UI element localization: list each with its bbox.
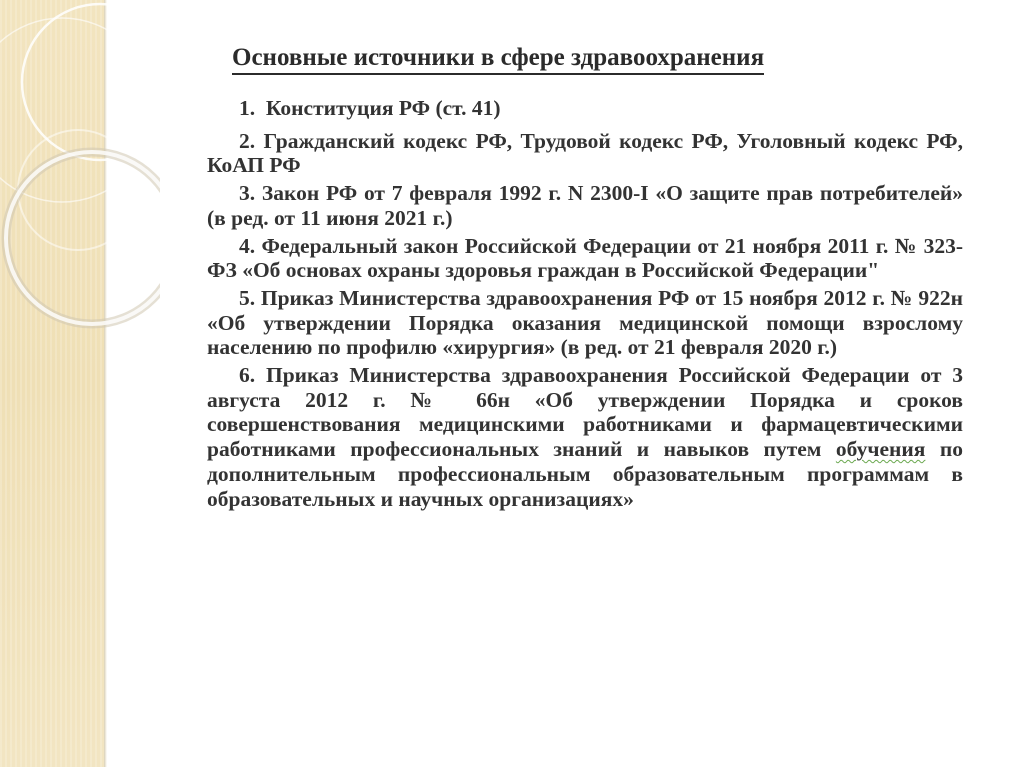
list-item-3 [207,181,963,230]
item-number: 6. [239,363,256,388]
list-item-2 [207,129,963,178]
item-text: Приказ Министерства здравоохранения РФ от 15 ноября 2012 г. № 922н «Об утверждении Порядка оказания медицинской помощи взрослому населению по профилю «хирургия» (в ред. от 21 февраля 2020 г.) [207,285,963,360]
list-item-5 [207,286,963,360]
item-text: Федеральный закон Российской Федерации от 21 ноября 2011 г. № 323-ФЗ «Об основах охраны здоровья граждан в Российской Федерации" [207,233,963,283]
item-text: Приказ Министерства здравоохранения Российской Федерации от 3 августа 2012 г. № 66н «Об утверждении Порядка и сроков совершенствования медицинскими работниками и фармацевтическими работниками профессиональных знаний и навыков путем [207,363,964,462]
list-item-1 [207,96,963,121]
item-text: Гражданский кодекс РФ, Трудовой кодекс РФ, Уголовный кодекс РФ, КоАП РФ [207,128,964,178]
item-number: 3. [239,181,256,206]
item-text: по дополнительным профессиональным образовательным программам в образовательных и научных организациях» [207,437,963,511]
list-item-6 [207,363,963,511]
decorative-arcs [0,0,160,767]
item-text: Конституция РФ (ст. 41) [265,96,501,120]
item-number: 1. [239,96,256,120]
item-number: 2. [239,128,256,153]
item-number: 4. [239,233,256,258]
item-text: Закон РФ от 7 февраля 1992 г. N 2300-I «О защите прав потребителей» (в ред. от 11 июня 2021 г.) [207,181,964,230]
slide-title: Основные источники в сфере здравоохранения [232,44,764,75]
list-item-4 [207,234,963,283]
sources-list [207,96,963,514]
item-number: 5. [239,285,256,310]
spellcheck-marked-word: обучения [835,437,926,462]
